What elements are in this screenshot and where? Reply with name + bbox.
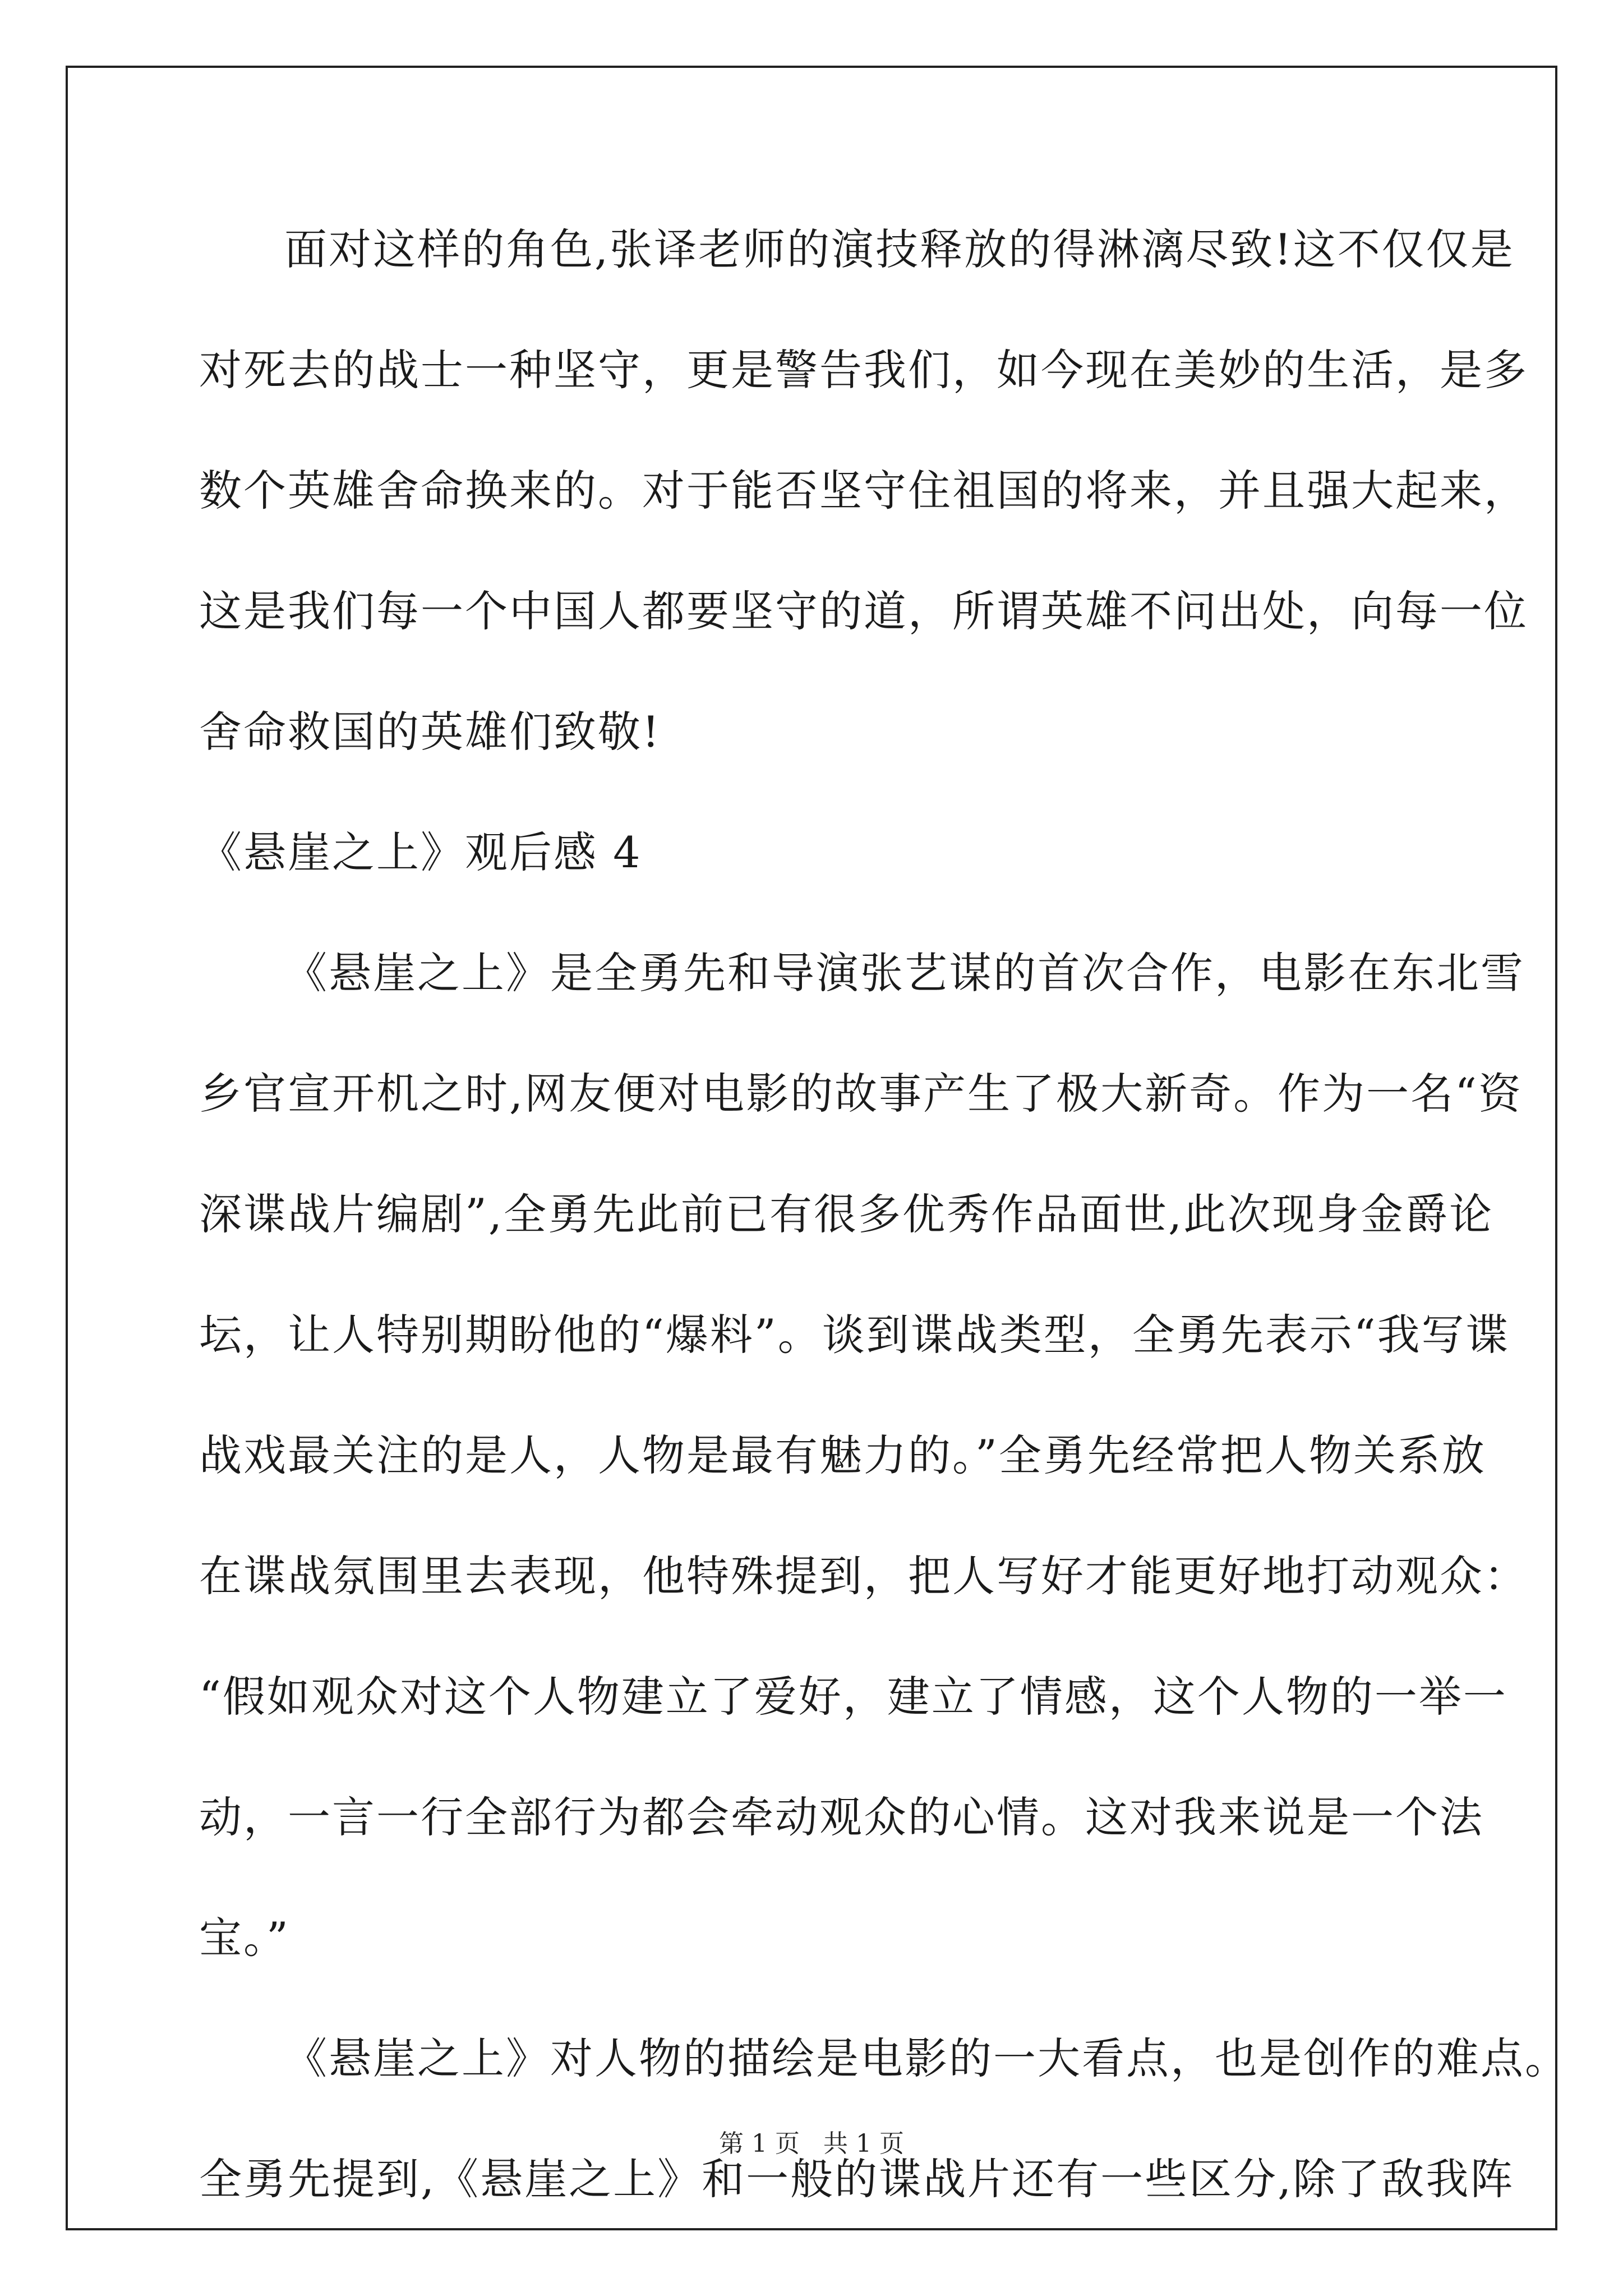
text-line: 舍命救国的英雄们致敬! <box>199 707 661 757</box>
text-line: 动，一言一行全部行为都会牵动观众的心情。这对我来说是一个法 <box>199 1792 1484 1842</box>
text-line: 深谍战片编剧”,全勇先此前已有很多优秀作品面世,此次现身金爵论 <box>199 1189 1494 1239</box>
text-line: 战戏最关注的是人，人物是最有魅力的。”全勇先经常把人物关系放 <box>199 1430 1486 1480</box>
text-line: 数个英雄舍命换来的。对于能否坚守住祖国的将来，并且强大起来， <box>199 466 1528 516</box>
text-line: 对死去的战士一种坚守，更是警告我们，如今现在美妙的生活，是多 <box>199 345 1528 395</box>
text-line: 乡官宣开机之时,网友便对电影的故事产生了极大新奇。作为一名“资 <box>199 1069 1523 1119</box>
document-body <box>199 222 1569 2272</box>
text-line: “假如观众对这个人物建立了爱好，建立了情感，这个人物的一举一 <box>199 1672 1507 1722</box>
text-line: 在谍战氛围里去表现，他特殊提到，把人写好才能更好地打动观众： <box>199 1551 1528 1601</box>
text-line: 这是我们每一个中国人都要坚守的道，所谓英雄不问出处，向每一位 <box>199 586 1528 636</box>
section-heading: 《悬崖之上》观后感 4 <box>199 827 642 877</box>
text-line: 《悬崖之上》对人物的描绘是电影的一大看点，也是创作的难点。 <box>284 2033 1569 2083</box>
text-line: 《悬崖之上》是全勇先和导演张艺谋的首次合作，电影在东北雪 <box>284 948 1525 998</box>
text-line: 面对这样的角色,张译老师的演技释放的得淋漓尽致!这不仅仅是 <box>284 224 1515 274</box>
text-line: 宝。” <box>199 1913 290 1963</box>
text-line: 坛，让人特别期盼他的“爆料”。谈到谍战类型，全勇先表示“我写谍 <box>199 1310 1510 1360</box>
page-footer: 第 1 页 共 1 页 <box>719 2129 904 2158</box>
text-line: 全勇先提到,《悬崖之上》和一般的谍战片还有一些区分,除了敌我阵 <box>199 2154 1515 2204</box>
